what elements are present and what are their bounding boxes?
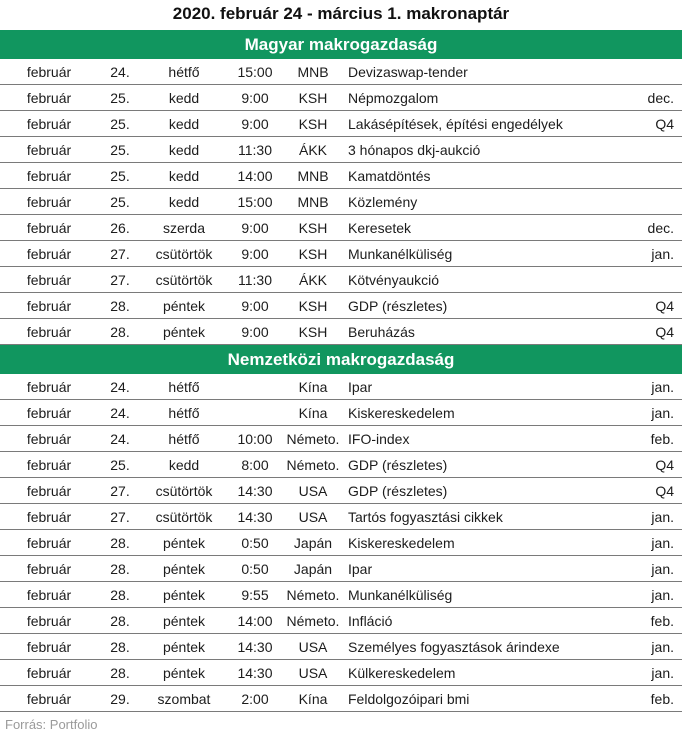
cell-weekday: hétfő [142,400,226,426]
cell-month: február [0,504,98,530]
cell-time: 9:00 [226,319,284,345]
cell-period: dec. [622,85,682,111]
cell-event: Kiskereskedelem [342,530,622,556]
cell-time: 9:00 [226,111,284,137]
cell-day: 27. [98,504,142,530]
cell-source: KSH [284,85,342,111]
cell-source: Kína [284,400,342,426]
cell-period: feb. [622,608,682,634]
cell-month: február [0,556,98,582]
cell-period [622,189,682,215]
cell-weekday: kedd [142,137,226,163]
cell-month: február [0,137,98,163]
cell-period [622,267,682,293]
cell-source: ÁKK [284,267,342,293]
cell-day: 24. [98,374,142,400]
cell-period: Q4 [622,452,682,478]
cell-day: 28. [98,530,142,556]
cell-period: jan. [622,504,682,530]
cell-month: február [0,608,98,634]
cell-weekday: csütörtök [142,504,226,530]
section-header-domestic: Magyar makrogazdaság [0,30,682,59]
cell-day: 26. [98,215,142,241]
cell-day: 27. [98,241,142,267]
cell-day: 25. [98,189,142,215]
cell-period: feb. [622,686,682,712]
cell-source: KSH [284,241,342,267]
cell-source: Németo. [284,452,342,478]
table-row [0,530,682,556]
page-title: 2020. február 24 - március 1. makronaptár [172,4,510,23]
cell-weekday: péntek [142,556,226,582]
cell-time: 14:30 [226,504,284,530]
cell-event: Közlemény [342,189,622,215]
cell-day: 24. [98,426,142,452]
cell-time [226,374,284,400]
cell-event: Kötvényaukció [342,267,622,293]
table-row [0,59,682,85]
cell-time: 9:00 [226,85,284,111]
cell-weekday: péntek [142,634,226,660]
table-row [0,608,682,634]
cell-time: 8:00 [226,452,284,478]
cell-period: Q4 [622,319,682,345]
cell-period: jan. [622,241,682,267]
cell-time: 10:00 [226,426,284,452]
international-events-table [0,374,682,712]
cell-event: Keresetek [342,215,622,241]
cell-weekday: péntek [142,293,226,319]
cell-source: Németo. [284,608,342,634]
cell-period: dec. [622,215,682,241]
cell-period: jan. [622,530,682,556]
cell-source: KSH [284,293,342,319]
cell-event: Népmozgalom [342,85,622,111]
table-row [0,293,682,319]
cell-weekday: kedd [142,452,226,478]
cell-month: február [0,530,98,556]
cell-source: Kína [284,374,342,400]
cell-source: KSH [284,111,342,137]
cell-event: Infláció [342,608,622,634]
cell-period: jan. [622,374,682,400]
cell-source: USA [284,504,342,530]
cell-event: Beruházás [342,319,622,345]
cell-source: Németo. [284,426,342,452]
table-row [0,400,682,426]
cell-weekday: kedd [142,85,226,111]
cell-weekday: hétfő [142,59,226,85]
cell-source: USA [284,660,342,686]
cell-day: 28. [98,319,142,345]
cell-time: 14:30 [226,660,284,686]
cell-time [226,400,284,426]
cell-period [622,59,682,85]
cell-weekday: péntek [142,530,226,556]
cell-day: 28. [98,293,142,319]
cell-weekday: kedd [142,111,226,137]
cell-event: Ipar [342,556,622,582]
table-row [0,85,682,111]
cell-event: Kamatdöntés [342,163,622,189]
cell-time: 9:55 [226,582,284,608]
cell-weekday: hétfő [142,426,226,452]
cell-time: 2:00 [226,686,284,712]
cell-time: 9:00 [226,215,284,241]
cell-source: KSH [284,319,342,345]
cell-month: február [0,267,98,293]
cell-period: jan. [622,582,682,608]
cell-month: február [0,660,98,686]
cell-time: 14:30 [226,478,284,504]
cell-month: február [0,426,98,452]
cell-event: IFO-index [342,426,622,452]
section-header-international: Nemzetközi makrogazdaság [0,345,682,374]
cell-time: 9:00 [226,293,284,319]
cell-time: 15:00 [226,189,284,215]
cell-time: 11:30 [226,267,284,293]
cell-day: 27. [98,267,142,293]
domestic-events-table [0,59,682,345]
cell-month: február [0,59,98,85]
cell-event: Devizaswap-tender [342,59,622,85]
cell-time: 9:00 [226,241,284,267]
table-row [0,686,682,712]
cell-day: 25. [98,137,142,163]
cell-event: Feldolgozóipari bmi [342,686,622,712]
table-row [0,111,682,137]
cell-day: 25. [98,163,142,189]
cell-event: 3 hónapos dkj-aukció [342,137,622,163]
cell-month: február [0,452,98,478]
cell-period: jan. [622,634,682,660]
cell-day: 28. [98,556,142,582]
cell-weekday: csütörtök [142,241,226,267]
cell-weekday: szombat [142,686,226,712]
cell-month: február [0,374,98,400]
cell-time: 14:00 [226,608,284,634]
table-row [0,374,682,400]
cell-month: február [0,634,98,660]
cell-day: 29. [98,686,142,712]
cell-day: 28. [98,582,142,608]
table-row [0,189,682,215]
cell-month: február [0,400,98,426]
table-row [0,163,682,189]
table-row [0,319,682,345]
table-row [0,426,682,452]
cell-event: GDP (részletes) [342,452,622,478]
cell-source: USA [284,478,342,504]
cell-event: GDP (részletes) [342,478,622,504]
table-row [0,504,682,530]
cell-source: KSH [284,215,342,241]
cell-source: USA [284,634,342,660]
table-row [0,452,682,478]
cell-period: Q4 [622,111,682,137]
cell-day: 24. [98,59,142,85]
cell-weekday: kedd [142,189,226,215]
cell-event: Külkereskedelem [342,660,622,686]
cell-month: február [0,241,98,267]
table-row [0,241,682,267]
cell-event: Kiskereskedelem [342,400,622,426]
cell-source: Kína [284,686,342,712]
cell-month: február [0,189,98,215]
cell-source: Németo. [284,582,342,608]
cell-month: február [0,85,98,111]
table-row [0,660,682,686]
cell-weekday: csütörtök [142,267,226,293]
cell-weekday: hétfő [142,374,226,400]
table-row [0,137,682,163]
cell-month: február [0,319,98,345]
cell-month: február [0,163,98,189]
cell-day: 28. [98,634,142,660]
cell-month: február [0,293,98,319]
cell-period: Q4 [622,478,682,504]
cell-period [622,137,682,163]
cell-weekday: péntek [142,582,226,608]
cell-time: 0:50 [226,530,284,556]
table-row [0,215,682,241]
cell-weekday: péntek [142,319,226,345]
cell-source: MNB [284,59,342,85]
cell-event: Tartós fogyasztási cikkek [342,504,622,530]
cell-day: 25. [98,85,142,111]
cell-period [622,163,682,189]
table-row [0,478,682,504]
cell-day: 28. [98,660,142,686]
cell-source: MNB [284,189,342,215]
cell-time: 14:00 [226,163,284,189]
cell-month: február [0,215,98,241]
cell-month: február [0,582,98,608]
cell-event: Munkanélküliség [342,241,622,267]
cell-period: jan. [622,556,682,582]
cell-event: Munkanélküliség [342,582,622,608]
cell-month: február [0,686,98,712]
cell-period: jan. [622,660,682,686]
cell-event: Ipar [342,374,622,400]
cell-event: GDP (részletes) [342,293,622,319]
table-row [0,267,682,293]
cell-month: február [0,111,98,137]
cell-weekday: kedd [142,163,226,189]
cell-time: 11:30 [226,137,284,163]
cell-period: jan. [622,400,682,426]
cell-weekday: csütörtök [142,478,226,504]
cell-source: Japán [284,530,342,556]
cell-period: Q4 [622,293,682,319]
cell-weekday: péntek [142,660,226,686]
cell-time: 0:50 [226,556,284,582]
cell-day: 27. [98,478,142,504]
cell-weekday: péntek [142,608,226,634]
cell-day: 25. [98,452,142,478]
cell-event: Lakásépítések, építési engedélyek [342,111,622,137]
cell-time: 15:00 [226,59,284,85]
source-note: Forrás: Portfolio [5,717,98,732]
cell-event: Személyes fogyasztások árindexe [342,634,622,660]
table-row [0,556,682,582]
cell-day: 24. [98,400,142,426]
cell-month: február [0,478,98,504]
cell-time: 14:30 [226,634,284,660]
cell-source: Japán [284,556,342,582]
cell-day: 25. [98,111,142,137]
cell-period: feb. [622,426,682,452]
table-row [0,634,682,660]
cell-source: MNB [284,163,342,189]
table-row [0,582,682,608]
cell-source: ÁKK [284,137,342,163]
cell-weekday: szerda [142,215,226,241]
cell-day: 28. [98,608,142,634]
